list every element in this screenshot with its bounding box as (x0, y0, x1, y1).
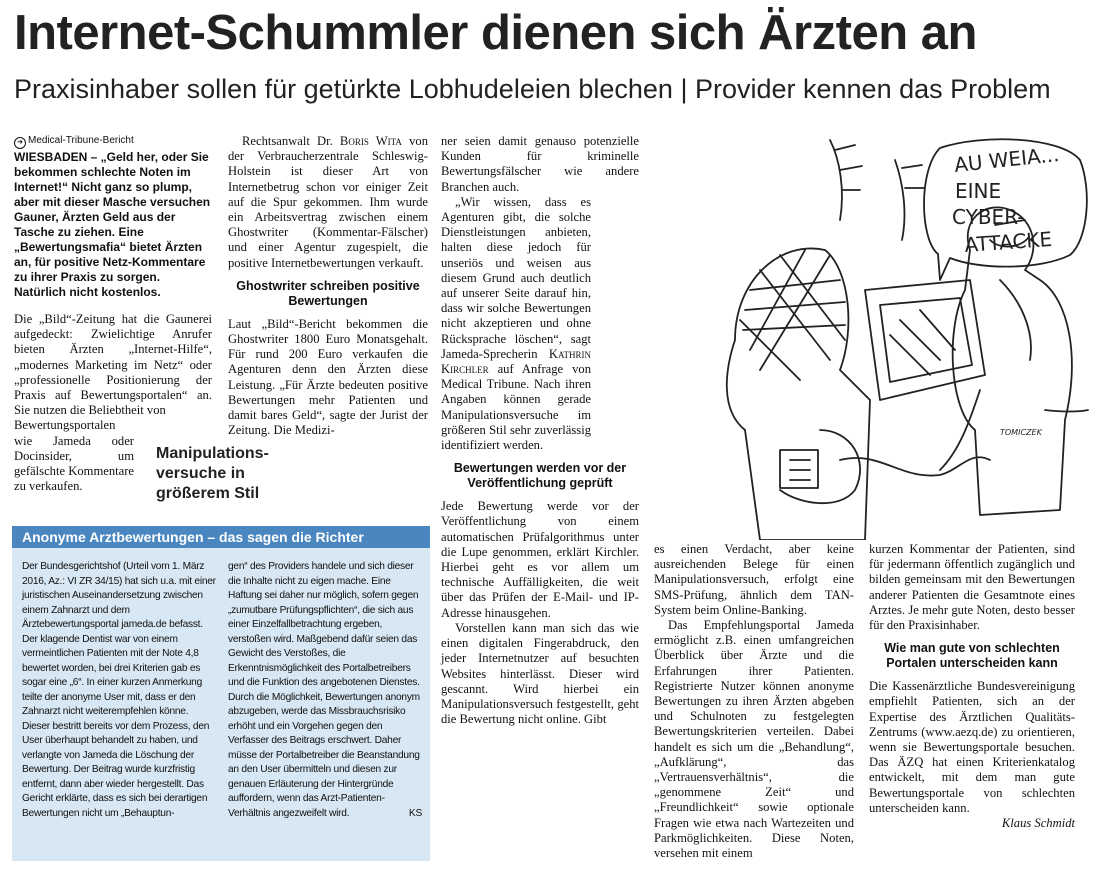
section-heading: Wie man gute von schlechten Portalen unterscheiden kann (884, 641, 1060, 671)
paragraph: Durch die Möglichkeit, Bewertungen anonym abzugeben, werde das Missbrauchsrisiko erhöht und ein Vorgehen gegen den Verfasser des Beitrags erschwert. Daher müsse der Portalbetreiber die Beanstandung an den User übermitteln und diesen zur genauen Erläuterung der Hintergründe auffordern, wenn das Arzt-Patienten-Verhältnis angezweifelt wird. KS (228, 691, 422, 822)
paragraph: Der Bundesgerichtshof (Urteil vom 1. März 2016, Az.: VI ZR 34/15) hat sich u.a. mit einer juristischen Auseinandersetzung zwischen einem Zahnarzt und dem Ärztebewertungsportal jameda.de befasst. Der klagende Dentist war von einem vermeintlichen Patienten mit der Note 4,8 bewertet worden, bei drei Kriterien gab es sogar eine „6“. In einer kurzen Anmerkung teilte der anonyme User mit, dass er den Zahnarzt nicht weiterempfehlen könne. (22, 561, 216, 717)
speech-line: AU WEIA... (953, 142, 1061, 177)
info-box-column-right (228, 560, 422, 821)
arrow-circle-icon: ➜ (14, 137, 26, 149)
section-heading: Bewertungen werden vor der Veröffentlichung geprüft (453, 461, 627, 491)
paragraph: es einen Verdacht, aber keine ausreichenden Belege für einen Manipulationsversuch, erfolgt eine SMS-Prüfung, ähnlich dem TAN-System beim Online-Banking. (654, 542, 854, 617)
paragraph: „Wir wissen, dass es Agenturen gibt, die solche Dienstleistungen anbieten, halten diese jedoch für unseriös und weisen aus diesem Grund auch deutlich auf unserer Seite darauf hin, dass wir solche Bewertungen nicht akzeptieren und ohne Rücksprache löschen“, sagt Jameda-Sprecherin Kathrin Kirchler auf Anfrage von Medical Tribune. Nach ihren Angaben können gerade Manipulationsversuche im größeren Stil sehr zuverlässig identifiziert werden. (441, 194, 591, 453)
column-2 (228, 134, 428, 438)
person-name: Boris Wita (339, 134, 402, 148)
lead-paragraph: WIESBADEN – „Geld her, oder Sie bekommen schlechte Noten im Internet!“ Nicht ganz so plump, aber mit dieser Masche versuchen Gauner, Ärzten Geld aus der Tasche zu ziehen. Eine „Bewertungsmafia“ bietet Ärzten an, für positive Netz-Kommentare zu ihrer Praxis zu sorgen. Natürlich nicht kostenlos. (14, 150, 211, 299)
paragraph: Bewertungsportalen wie Jameda oder Docinsider, um gefälschte Kommentare zu verkaufen. (14, 418, 134, 494)
paragraph: ner seien damit genauso potenzielle Kunden für kriminelle Bewertungsfälscher wie andere Branchen auch. (441, 134, 639, 194)
speech-line: CYBER- (952, 205, 1025, 229)
pull-quote: Manipulations-versuche in größerem Stil (156, 445, 269, 502)
paragraph: kurzen Kommentar der Patienten, sind für jedermann öffentlich zugänglich und bilden gemeinsam mit den Bewertungen anderer Patienten die Gesamtnote eines Arztes. Je mehr gute Noten, desto besser für den Praxisinhaber. (869, 542, 1075, 633)
cartoon-illustration (640, 130, 1090, 540)
info-box-column-left (22, 560, 216, 821)
subheadline: Praxisinhaber sollen für getürkte Lobhudeleien blechen | Provider kennen das Problem (14, 74, 1051, 104)
speech-line: ATTACKE (963, 226, 1053, 257)
paragraph: Rechtsanwalt Dr. Boris Wita von der Verbraucherzentrale Schleswig-Holstein ist dieser Art von Internetbetrug schon vor einiger Zeit auf die Spur gekommen. Ihm wurde ein Arbeitsvertrag zwischen einem Ghostwriter (Kommentar-Fälscher) und einer Agentur zugespielt, die positive Internetbewertungen verkauft. (228, 134, 428, 270)
paragraph: Das Empfehlungsportal Jameda ermöglicht z.B. einen umfangreichen Überblick über Ärzte und die Erfahrungen ihrer Patienten. Registrierte Nutzer können anonyme Bewertungen zu ihren Ärzten abgeben und Schulnoten zu festgelegten Bewertungskriterien verteilen. Dabei handelt es sich um die „Behandlung“, „Aufklärung“, das „Vertrauensverhältnis“, die „genommene Zeit“ und „Freundlichkeit“ sowie optionale Fragen wie etwa nach Wartezeiten und Parkmöglichkeiten. Diese Noten, versehen mit einem (654, 618, 854, 861)
paragraph: Die Kassenärztliche Bundesvereinigung empfiehlt Patienten, sich an der Expertise des Ärztlichen Qualitäts-Zentrums (www.aezq.de) zu orientieren, wenn sie Bewertungsportale besuchen. Das ÄZQ hat einen Kriterienkatalog entwickelt, mit dem man gute Bewertungsportale von schlechten unterscheiden kann. (869, 679, 1075, 815)
person-name: Kathrin Kirchler (441, 346, 591, 377)
author-signature: Klaus Schmidt (1001, 816, 1075, 831)
section-heading: Ghostwriter schreiben positive Bewertungen (236, 278, 420, 308)
paragraph: Laut „Bild“-Bericht bekommen die Ghostwriter 1800 Euro Monatsgehalt. Für rund 200 Euro verkaufen die Agenturen denn den Ärzten diese Leistung. „Für Ärzte bedeuten positive Bewertungen mehr Patienten und damit bares Geld“, sagte der Jurist der Zeitung. Die Medizi- (228, 316, 428, 438)
column-1 (14, 134, 212, 494)
headline: Internet-Schummler dienen sich Ärzten an (14, 6, 977, 60)
paragraph: Die „Bild“-Zeitung hat die Gaunerei aufgedeckt: Zwielichtige Anrufer bieten Ärzten „Internet-Hilfe“, „modernes Marketing im Netz“ oder „professionelle Positionierung der Praxis auf Bewertungsportalen“ an. Sie nutzen die Beliebtheit von (14, 312, 212, 418)
column-5 (869, 542, 1075, 831)
author-initials: KS (408, 807, 422, 819)
speech-line: EINE (955, 179, 1002, 203)
info-box-title: Anonyme Arztbewertungen – das sagen die Richter (12, 526, 430, 548)
info-box (12, 526, 430, 861)
column-4 (654, 542, 854, 861)
paragraph: gen“ des Providers handele und sich dieser die Inhalte nicht zu eigen mache. Eine Haftung sei daher nur möglich, sofern gegen „zumutbare Prüfungspflichten“, die sich aus einer Einzelfallbetrachtung ergeben, verstoßen wird. Maßgebend dafür seien das Gewicht des Verstoßes, die Erkenntnismöglichkeit des Portalbetreibers und die Funktion des angebotenen Dienstes. (228, 561, 420, 688)
paragraph: Dieser bestritt bereits vor dem Prozess, den User überhaupt behandelt zu haben, und verlangte von Jameda die Löschung der Bewertung. Der Beitrag wurde kurzfristig entfernt, dann aber wieder hergestellt. Das Gericht erklärte, dass es sich bei derartigen Bewertungen nicht um „Behauptun- (22, 720, 210, 819)
source-label: ➜ Medical-Tribune-Bericht (14, 134, 212, 149)
column-3 (441, 134, 639, 727)
paragraph: Vorstellen kann man sich das wie einen digitalen Fingerabdruck, den jeder Internetnutzer auf besuchten Websites hinterlässt. Dieser wird gescannt. Wird hierbei ein Manipulationsversuch festgestellt, geht die Bewertung nicht online. Gibt (441, 620, 639, 727)
paragraph: Jede Bewertung werde vor der Veröffentlichung von einem automatischen Prüfalgorithmus unter die Lupe genommen, erklärt Kirchler. Hierbei geht es vor allem um technische Auffälligkeiten, die weit über das Prüfen der E-Mail- und IP-Adresse hinausgehen. (441, 499, 639, 620)
artist-signature: TOMICZEK (1000, 428, 1042, 437)
